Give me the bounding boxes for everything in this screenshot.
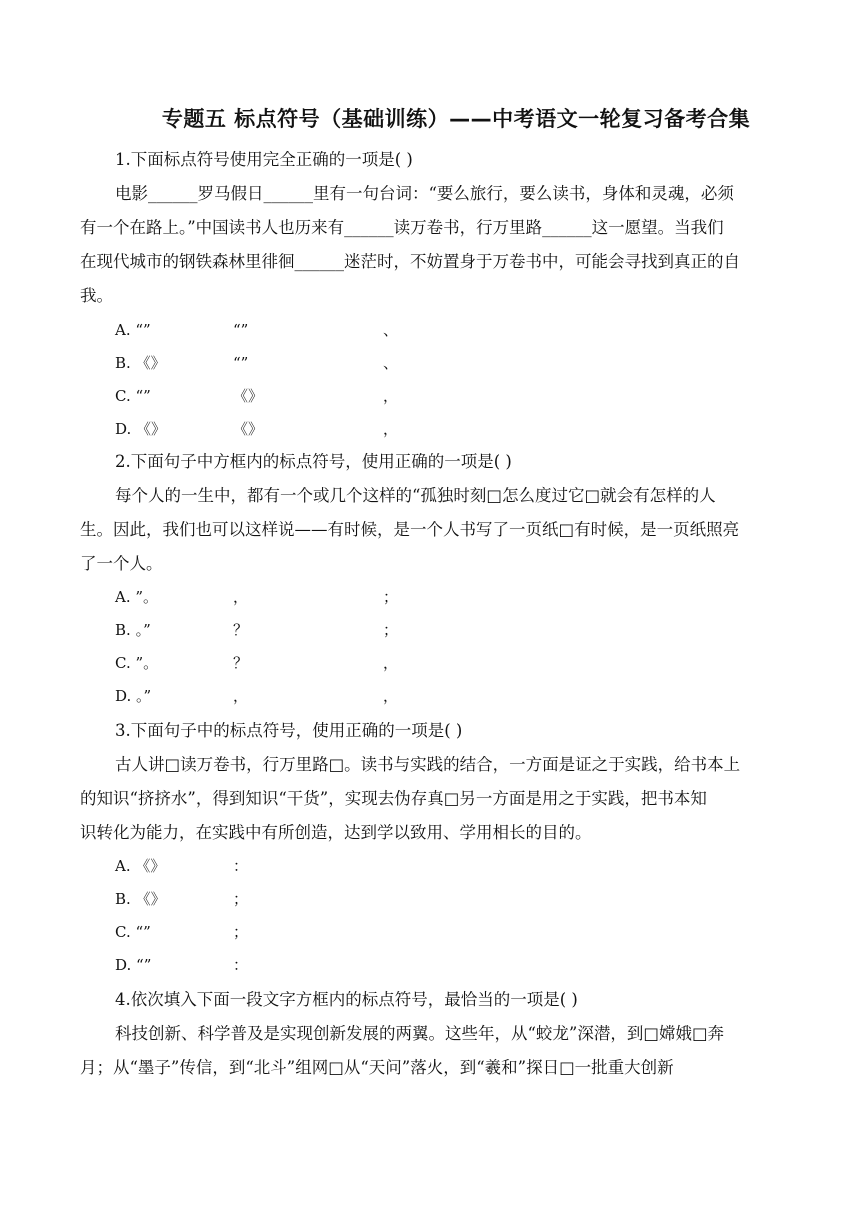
option-value: 《》 xyxy=(136,420,167,438)
option-value: ， xyxy=(383,387,399,405)
option-value: ， xyxy=(383,654,399,672)
question-2-option-d[interactable] xyxy=(115,681,398,711)
option-label: C. xyxy=(115,654,131,672)
option-value: ， xyxy=(233,687,249,705)
question-1-stem: 1.下面标点符号使用完全正确的一项是( ) xyxy=(115,150,413,169)
question-1-option-a[interactable] xyxy=(115,315,398,345)
option-value: 《》 xyxy=(135,857,166,875)
question-3-stem: 3.下面句子中的标点符号，使用正确的一项是( ) xyxy=(115,721,463,740)
option-value: 。” xyxy=(135,621,151,639)
option-value: “” xyxy=(136,956,152,974)
option-label: B. xyxy=(115,890,131,908)
question-3-passage-line: 的知识“挤挤水”，得到知识“干货”，实现去伪存真□另一方面是用之于实践，把书本知 xyxy=(80,789,707,808)
option-label: A. xyxy=(115,588,131,606)
option-label: D. xyxy=(115,687,132,705)
option-value: ： xyxy=(233,857,249,875)
question-4-passage-line: 科技创新、科学普及是实现创新发展的两翼。这些年，从“蛟龙”深潜，到□嫦娥□奔 xyxy=(115,1024,725,1043)
option-label: B. xyxy=(115,621,131,639)
question-2-passage-line: 每个人的一生中，都有一个或几个这样的“孤独时刻□怎么度过它□就会有怎样的人 xyxy=(115,486,716,505)
question-2-option-c[interactable] xyxy=(115,648,398,678)
question-1-option-c[interactable] xyxy=(115,381,398,411)
question-1-passage-line: 有一个在路上。”中国读书人也历来有______读万卷书，行万里路______这一愿望。当我们 xyxy=(80,218,724,237)
question-2-passage-line: 了一个人。 xyxy=(80,554,163,573)
question-3-option-a[interactable] xyxy=(115,851,248,881)
option-label: C. xyxy=(115,923,131,941)
question-4-passage-line: 月；从“墨子”传信，到“北斗”组网□从“天问”落火，到“羲和”探日□一批重大创新 xyxy=(80,1058,674,1077)
option-value: 、 xyxy=(383,321,399,339)
question-1-passage-line: 在现代城市的钢铁森林里徘徊______迷茫时，不妨置身于万卷书中，可能会寻找到真正的自 xyxy=(80,252,740,271)
option-label: D. xyxy=(115,420,132,438)
option-value: ； xyxy=(233,923,249,941)
question-3-passage-line: 识转化为能力，在实践中有所创造，达到学以致用、学用相长的目的。 xyxy=(80,823,592,842)
option-value: “” xyxy=(135,387,151,405)
option-value: 《》 xyxy=(233,420,264,438)
option-value: ； xyxy=(233,890,249,908)
option-label: A. xyxy=(115,857,131,875)
question-3-option-c[interactable] xyxy=(115,917,248,947)
question-1-passage-line: 我。 xyxy=(80,286,113,305)
option-value: ， xyxy=(383,420,399,438)
option-value: ”。 xyxy=(135,588,159,606)
question-2-option-b[interactable] xyxy=(115,615,398,645)
question-2-stem: 2.下面句子中方框内的标点符号，使用正确的一项是( ) xyxy=(115,452,512,471)
question-4-stem: 4.依次填入下面一段文字方框内的标点符号，最恰当的一项是( ) xyxy=(115,990,578,1009)
option-value: “” xyxy=(135,923,151,941)
option-label: C. xyxy=(115,387,131,405)
question-1-option-b[interactable] xyxy=(115,348,398,378)
option-label: A. xyxy=(115,321,131,339)
page-title: 专题五 标点符号（基础训练）——中考语文一轮复习备考合集 xyxy=(161,107,751,131)
question-3-passage-line: 古人讲□读万卷书，行万里路□。读书与实践的结合，一方面是证之于实践，给书本上 xyxy=(115,755,741,774)
option-value: ？ xyxy=(233,621,249,639)
question-3-option-d[interactable] xyxy=(115,950,248,980)
question-1-option-d[interactable] xyxy=(115,414,398,444)
option-label: D. xyxy=(115,956,132,974)
option-value: 、 xyxy=(383,354,399,372)
option-value: “” xyxy=(233,354,249,372)
option-value: 。” xyxy=(136,687,152,705)
option-value: “” xyxy=(233,321,249,339)
option-value: “” xyxy=(135,321,151,339)
option-value: ”。 xyxy=(135,654,159,672)
option-value: 《》 xyxy=(135,890,166,908)
option-value: ； xyxy=(383,588,399,606)
question-2-option-a[interactable] xyxy=(115,582,398,612)
option-value: 《》 xyxy=(233,387,264,405)
option-label: B. xyxy=(115,354,131,372)
question-1-passage-line: 电影______罗马假日______里有一句台词：“要么旅行，要么读书，身体和灵魂，必须 xyxy=(115,184,734,203)
question-2-passage-line: 生。因此，我们也可以这样说——有时候，是一个人书写了一页纸□有时候，是一页纸照亮 xyxy=(80,520,740,539)
option-value: ？ xyxy=(233,654,249,672)
question-3-option-b[interactable] xyxy=(115,884,248,914)
option-value: ； xyxy=(383,621,399,639)
option-value: 《》 xyxy=(135,354,166,372)
option-value: ： xyxy=(233,956,249,974)
option-value: ， xyxy=(233,588,249,606)
option-value: ， xyxy=(383,687,399,705)
